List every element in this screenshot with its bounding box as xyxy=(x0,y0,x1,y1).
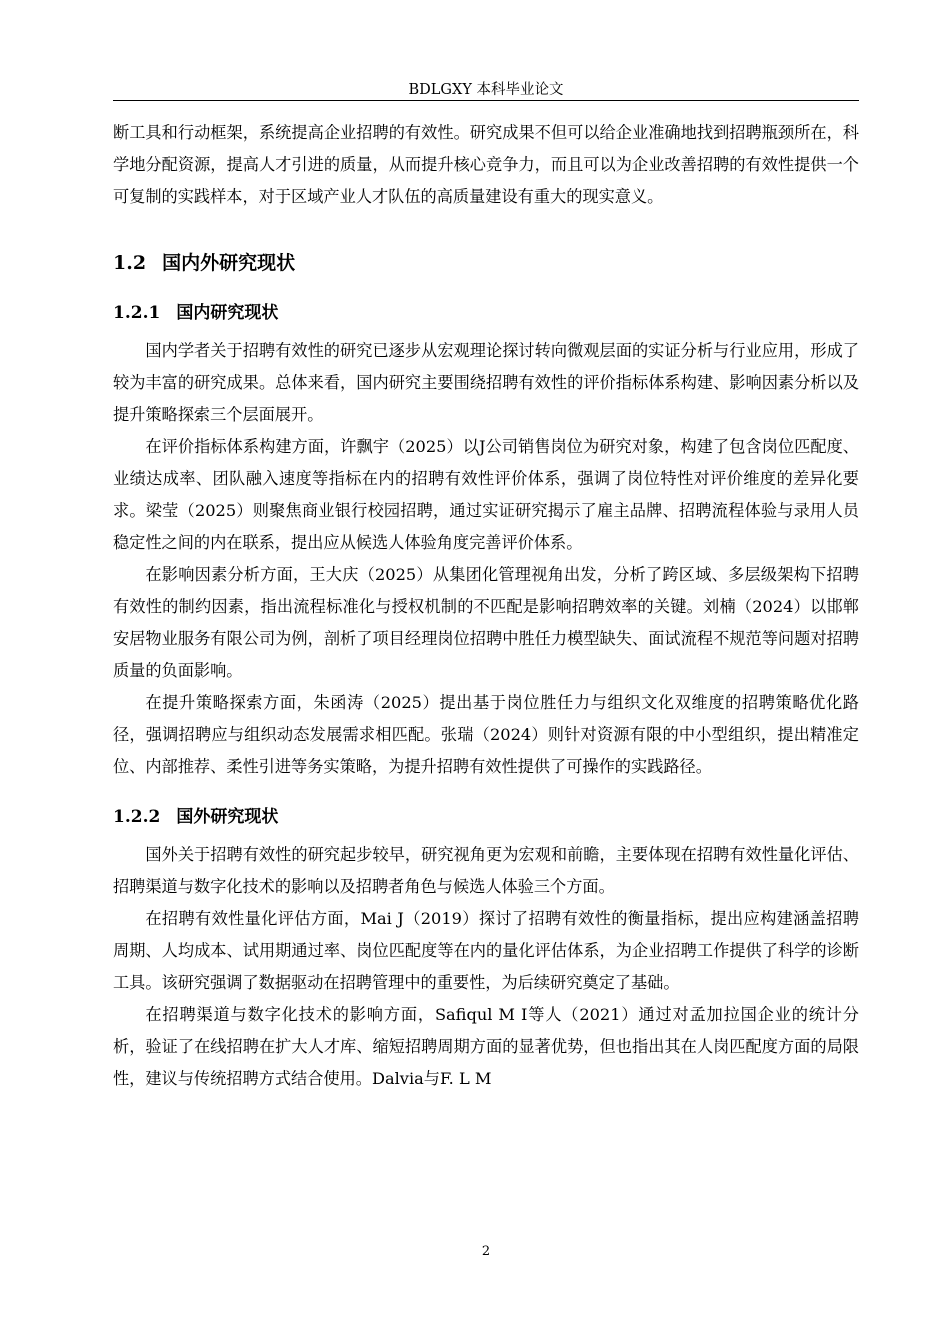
section-heading xyxy=(113,247,859,279)
page-body xyxy=(113,117,859,1095)
intro-paragraph: 断工具和行动框架，系统提高企业招聘的有效性。研究成果不但可以给企业准确地找到招聘瓶颈所在，科学地分配资源，提高人才引进的质量，从而提升核心竞争力，而且可以为企业改善招聘的有效性提供一个可复制的实践样本，对于区域产业人才队伍的高质量建设有重大的现实意义。 xyxy=(113,123,859,206)
subsection-heading-domestic xyxy=(113,297,859,329)
page-number: 2 xyxy=(481,1244,491,1259)
paragraph: 在招聘渠道与数字化技术的影响方面，Safiqul M I等人（2021）通过对孟加拉国企业的统计分析，验证了在线招聘在扩大人才库、缩短招聘周期方面的显著优势，但也指出其在人岗匹配度方面的局限性，建议与传统招聘方式结合使用。Dalvia与F. L M xyxy=(113,1005,859,1088)
paragraph: 在招聘有效性量化评估方面，Mai J（2019）探讨了招聘有效性的衡量指标，提出应构建涵盖招聘周期、人均成本、试用期通过率、岗位匹配度等在内的量化评估体系，为企业招聘工作提供了科学的诊断工具。该研究强调了数据驱动在招聘管理中的重要性，为后续研究奠定了基础。 xyxy=(113,909,859,992)
running-header: BDLGXY 本科毕业论文 xyxy=(408,82,564,98)
header-rule xyxy=(113,100,859,101)
subsection-title: 国内研究现状 xyxy=(176,303,279,323)
subsection-heading-foreign xyxy=(113,801,859,833)
subsection-number: 1.2.1 xyxy=(113,303,161,323)
paragraph: 在影响因素分析方面，王大庆（2025）从集团化管理视角出发，分析了跨区域、多层级架构下招聘有效性的制约因素，指出流程标准化与授权机制的不匹配是影响招聘效率的关键。刘楠（2024）以邯郸安居物业服务有限公司为例，剖析了项目经理岗位招聘中胜任力模型缺失、面试流程不规范等问题对招聘质量的负面影响。 xyxy=(113,565,859,680)
paragraph: 在评价指标体系构建方面，许飘宇（2025）以J公司销售岗位为研究对象，构建了包含岗位匹配度、业绩达成率、团队融入速度等指标在内的招聘有效性评价体系，强调了岗位特性对评价维度的差异化要求。梁莹（2025）则聚焦商业银行校园招聘，通过实证研究揭示了雇主品牌、招聘流程体验与录用人员稳定性之间的内在联系，提出应从候选人体验角度完善评价体系。 xyxy=(113,437,859,552)
subsection-title: 国外研究现状 xyxy=(176,807,279,827)
paragraph: 在提升策略探索方面，朱函涛（2025）提出基于岗位胜任力与组织文化双维度的招聘策略优化路径，强调招聘应与组织动态发展需求相匹配。张瑞（2024）则针对资源有限的中小型组织，提出精准定位、内部推荐、柔性引进等务实策略，为提升招聘有效性提供了可操作的实践路径。 xyxy=(113,693,859,776)
paragraph: 国外关于招聘有效性的研究起步较早，研究视角更为宏观和前瞻，主要体现在招聘有效性量化评估、招聘渠道与数字化技术的影响以及招聘者角色与候选人体验三个方面。 xyxy=(113,845,859,896)
section-title: 国内外研究现状 xyxy=(162,252,296,274)
subsection-number: 1.2.2 xyxy=(113,807,161,827)
section-number: 1.2 xyxy=(113,252,147,274)
paragraph: 国内学者关于招聘有效性的研究已逐步从宏观理论探讨转向微观层面的实证分析与行业应用，形成了较为丰富的研究成果。总体来看，国内研究主要围绕招聘有效性的评价指标体系构建、影响因素分析以及提升策略探索三个层面展开。 xyxy=(113,341,859,424)
